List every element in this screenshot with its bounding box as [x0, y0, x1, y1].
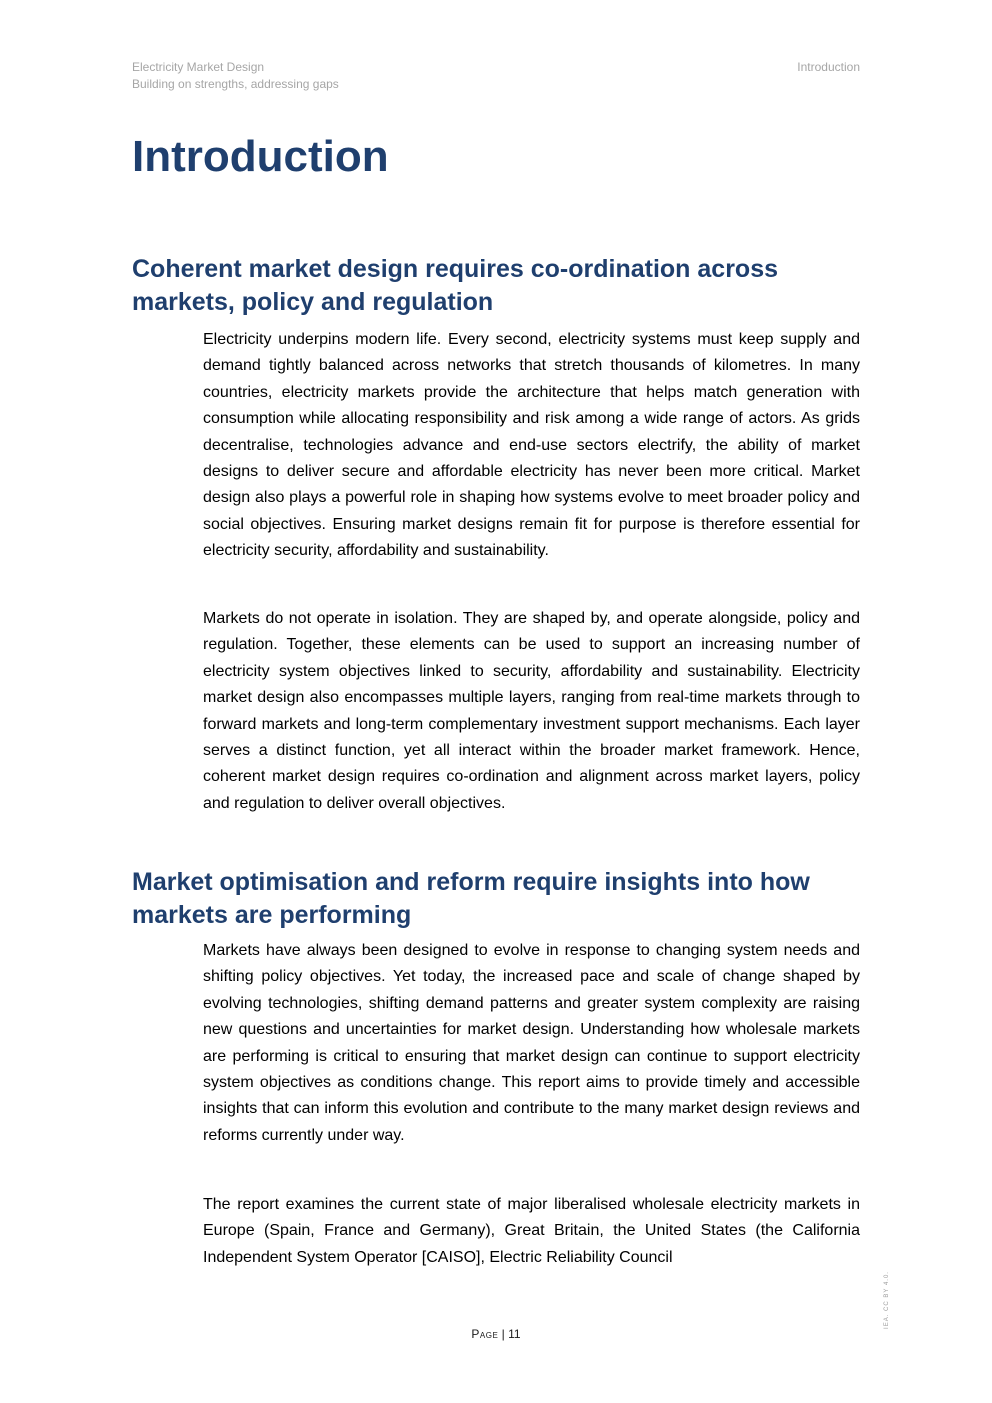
page-separator: | — [501, 1327, 505, 1341]
header-report-title: Electricity Market Design — [132, 60, 265, 74]
page-footer — [0, 1325, 992, 1343]
paragraph: Markets have always been designed to evolve in response to changing system needs and shifting policy objectives. Yet today, the increased pace and scale of change shaped by evolving technologies, shifting demand patterns and greater system complexity are raising new questions and uncertainties for market design. Understanding how wholesale markets are performing is critical to ensuring that market design can continue to support electricity system objectives as conditions change. This report aims to provide timely and accessible insights that can inform this evolution and contribute to the many market design reviews and reforms currently under way. — [203, 942, 860, 1144]
header-report-info — [132, 59, 339, 93]
paragraph: The report examines the current state of major liberalised wholesale electricity markets in Europe (Spain, France and Germany), Great Britain, the United States (the California Independent System Operator [CAISO], Electric Reliability Council — [203, 1196, 860, 1266]
license-note: IEA. CC BY 4.0. — [884, 1271, 890, 1329]
header-report-subtitle: Building on strengths, addressing gaps — [132, 77, 339, 91]
section-heading-market-optimisation: Market optimisation and reform require insights into how markets are performing — [132, 868, 810, 929]
header-chapter-name: Introduction — [797, 60, 860, 74]
paragraph: Markets do not operate in isolation. They are shaped by, and operate alongside, policy and regulation. Together, these elements can be used to support an increasing number of electricity system objectives linked to security, affordability and sustainability. Electricity market design also encompasses multiple layers, ranging from real-time markets through to forward markets and long-term complementary investment support mechanisms. Each layer serves a distinct function, yet all interact within the broader market framework. Hence, coherent market design requires co-ordination and alignment across market layers, policy and regulation to deliver overall objectives. — [203, 610, 860, 812]
section-heading-coherent-market-design: Coherent market design requires co-ordination across markets, policy and regulation — [132, 255, 778, 316]
chapter-title: Introduction — [132, 132, 389, 181]
page-label: Page — [471, 1327, 499, 1341]
page-number: 11 — [508, 1327, 521, 1341]
paragraph: Electricity underpins modern life. Every second, electricity systems must keep supply and demand tightly balanced across networks that stretch thousands of kilometres. In many countries, electricity markets provide the architecture that helps match generation with consumption while allocating responsibility and risk among a wide range of actors. As grids decentralise, technologies advance and end-use sectors electrify, the ability of market designs to deliver secure and affordable electricity has never been more critical. Market design also plays a powerful role in shaping how systems evolve to meet broader policy and social objectives. Ensuring market designs remain fit for purpose is therefore essential for electricity security, affordability and sustainability. — [203, 331, 860, 560]
